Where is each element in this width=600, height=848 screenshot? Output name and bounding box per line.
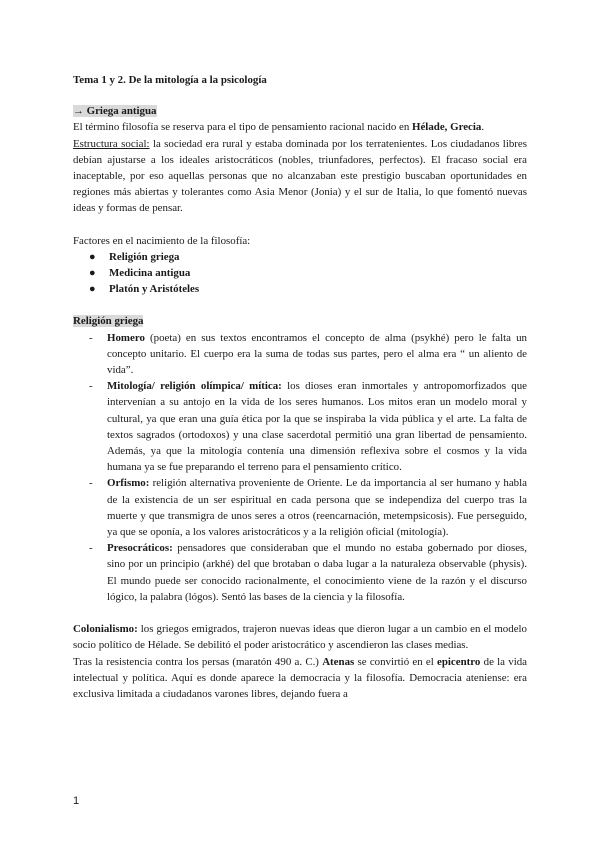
item-text: (poeta) en sus textos encontramos el concepto de alma (psykhé) pero le falta un concepto unitario. El cuerpo era la suma de todas sus partes, pero el alma era “ un aliento de vida”.: [107, 331, 527, 377]
bullet-icon: ●: [89, 250, 96, 263]
bold-term-atenas: Atenas: [322, 655, 355, 668]
paragraph-text: los griegos emigrados, trajeron nuevas ideas que dieron lugar a un cambio en el modelo socio político de Hélade. Se debilitó el poder aristocrático y ascendieron las clases medias.: [73, 623, 527, 652]
page-number: 1: [73, 795, 80, 807]
bold-term-epicentro: epicentro: [437, 655, 481, 668]
bold-term-helade: Hélade, Grecia: [412, 121, 482, 134]
bullet-icon: ●: [89, 267, 96, 280]
list-item-homero: [73, 330, 527, 379]
item-text: pensadores que consideraban que el mundo no estaba gobernado por dioses, sino por un principio (arkhé) del que brotaban o daba lugar a la naturaleza observable (physis). El mundo puede ser conocido racionalmente, el conocimiento viene de la razón y el discurso lógico, la palabra (lógos). Sentó las bases de la ciencia y la filosofía.: [107, 542, 527, 603]
section-griega-antigua: [73, 103, 527, 216]
document-title: Tema 1 y 2. De la mitología a la psicología: [73, 74, 267, 86]
section-religion-griega: [73, 313, 527, 605]
paragraph-text: se convirtió en el: [354, 655, 438, 668]
item-text: religión alternativa proveniente de Oriente. Le da importancia al ser humano y habla de la existencia de un ser espiritual en cada persona que se independiza del cuerpo tras la muerte y que transmigra de unos seres a otros (reencarnación, metempsicosis). Fue perseguido, ya que se oponía, a los valores aristocráticos y a la religión oficial (mitología).: [107, 477, 527, 539]
document-page: [73, 72, 527, 702]
dash-icon: -: [89, 331, 93, 344]
item-text: los dioses eran inmortales y antropomorfizados que intervenían a su antojo en la vida de los seres humanos. Los mitos eran un modelo moral y cultural, ya que eran una guía ética por la que se inspiraba la vida pública y el arte. La falta de textos sagrados (ortodoxos) y una clase sacerdotal permitió una gran libertad de pensamiento. Además, ya que la mitología contenía una dimensión reflexiva sobre el cosmos y la vida humana ya se fue preparando el terreno para el pensamiento crítico.: [107, 380, 527, 474]
paragraph-text: .: [481, 121, 485, 134]
dash-icon: -: [89, 542, 93, 555]
list-item-presocraticos: [73, 540, 527, 605]
list-item-orfismo: [73, 475, 527, 540]
list-item-mitologia: [73, 378, 527, 475]
section-heading-religion-griega: Religión griega: [73, 315, 144, 328]
paragraph-colonialismo: [73, 621, 527, 653]
paragraph-text: El término filosofía se reserva para el tipo de pensamiento racional nacido en: [73, 121, 412, 134]
paragraph-text: Tras la resistencia contra los persas (maratón 490 a. C.): [73, 655, 323, 668]
dash-icon: -: [89, 380, 93, 393]
paragraph-text: la sociedad era rural y estaba dominada por los terratenientes. Los ciudadanos libres debían ajustarse a los ideales aristocráticos (nobles, triunfadores, perfectos). El fracaso social era inaceptable, por eso aquellas personas que no alcanzaban este prestigio buscaban oportunidades en regiones más abiertas y tolerantes como Asia Menor (Jonia) y el sur de Italia, lo que fomentó nuevas ideas y formas de pensar.: [73, 137, 528, 215]
religion-list: [73, 330, 527, 605]
dash-icon: -: [89, 477, 93, 490]
paragraph-filosofia: [73, 119, 527, 135]
paragraph-atenas: [73, 654, 527, 703]
factors-list: [73, 249, 527, 298]
item-label: Mitología/ religión olímpica/ mítica:: [107, 380, 282, 393]
paragraph-estructura-social: [73, 136, 527, 217]
bold-term-colonialismo: Colonialismo:: [73, 623, 138, 636]
list-item: [89, 249, 527, 265]
list-item: [89, 281, 527, 297]
section-heading-griega-antigua: → Griega antigua: [73, 105, 157, 118]
item-label: Presocráticos:: [107, 542, 173, 555]
list-item-text: Platón y Aristóteles: [109, 283, 200, 296]
item-label: Orfismo:: [107, 477, 150, 490]
bullet-icon: ●: [89, 283, 96, 296]
item-label: Homero: [107, 331, 145, 344]
list-item-text: Medicina antigua: [109, 267, 191, 280]
factors-block: [73, 233, 527, 298]
list-item: [89, 265, 527, 281]
paragraph-text: de la vida intelectual y política. Aquí es donde aparece la democracia y la filosofía. Democracia ateniense: era exclusiva limitada a ciudadanos varones libres, dejando fuera a: [73, 655, 527, 700]
list-item-text: Religión griega: [109, 250, 180, 263]
underlined-label: Estructura social:: [73, 137, 150, 150]
factors-intro: Factores en el nacimiento de la filosofía:: [73, 234, 251, 247]
